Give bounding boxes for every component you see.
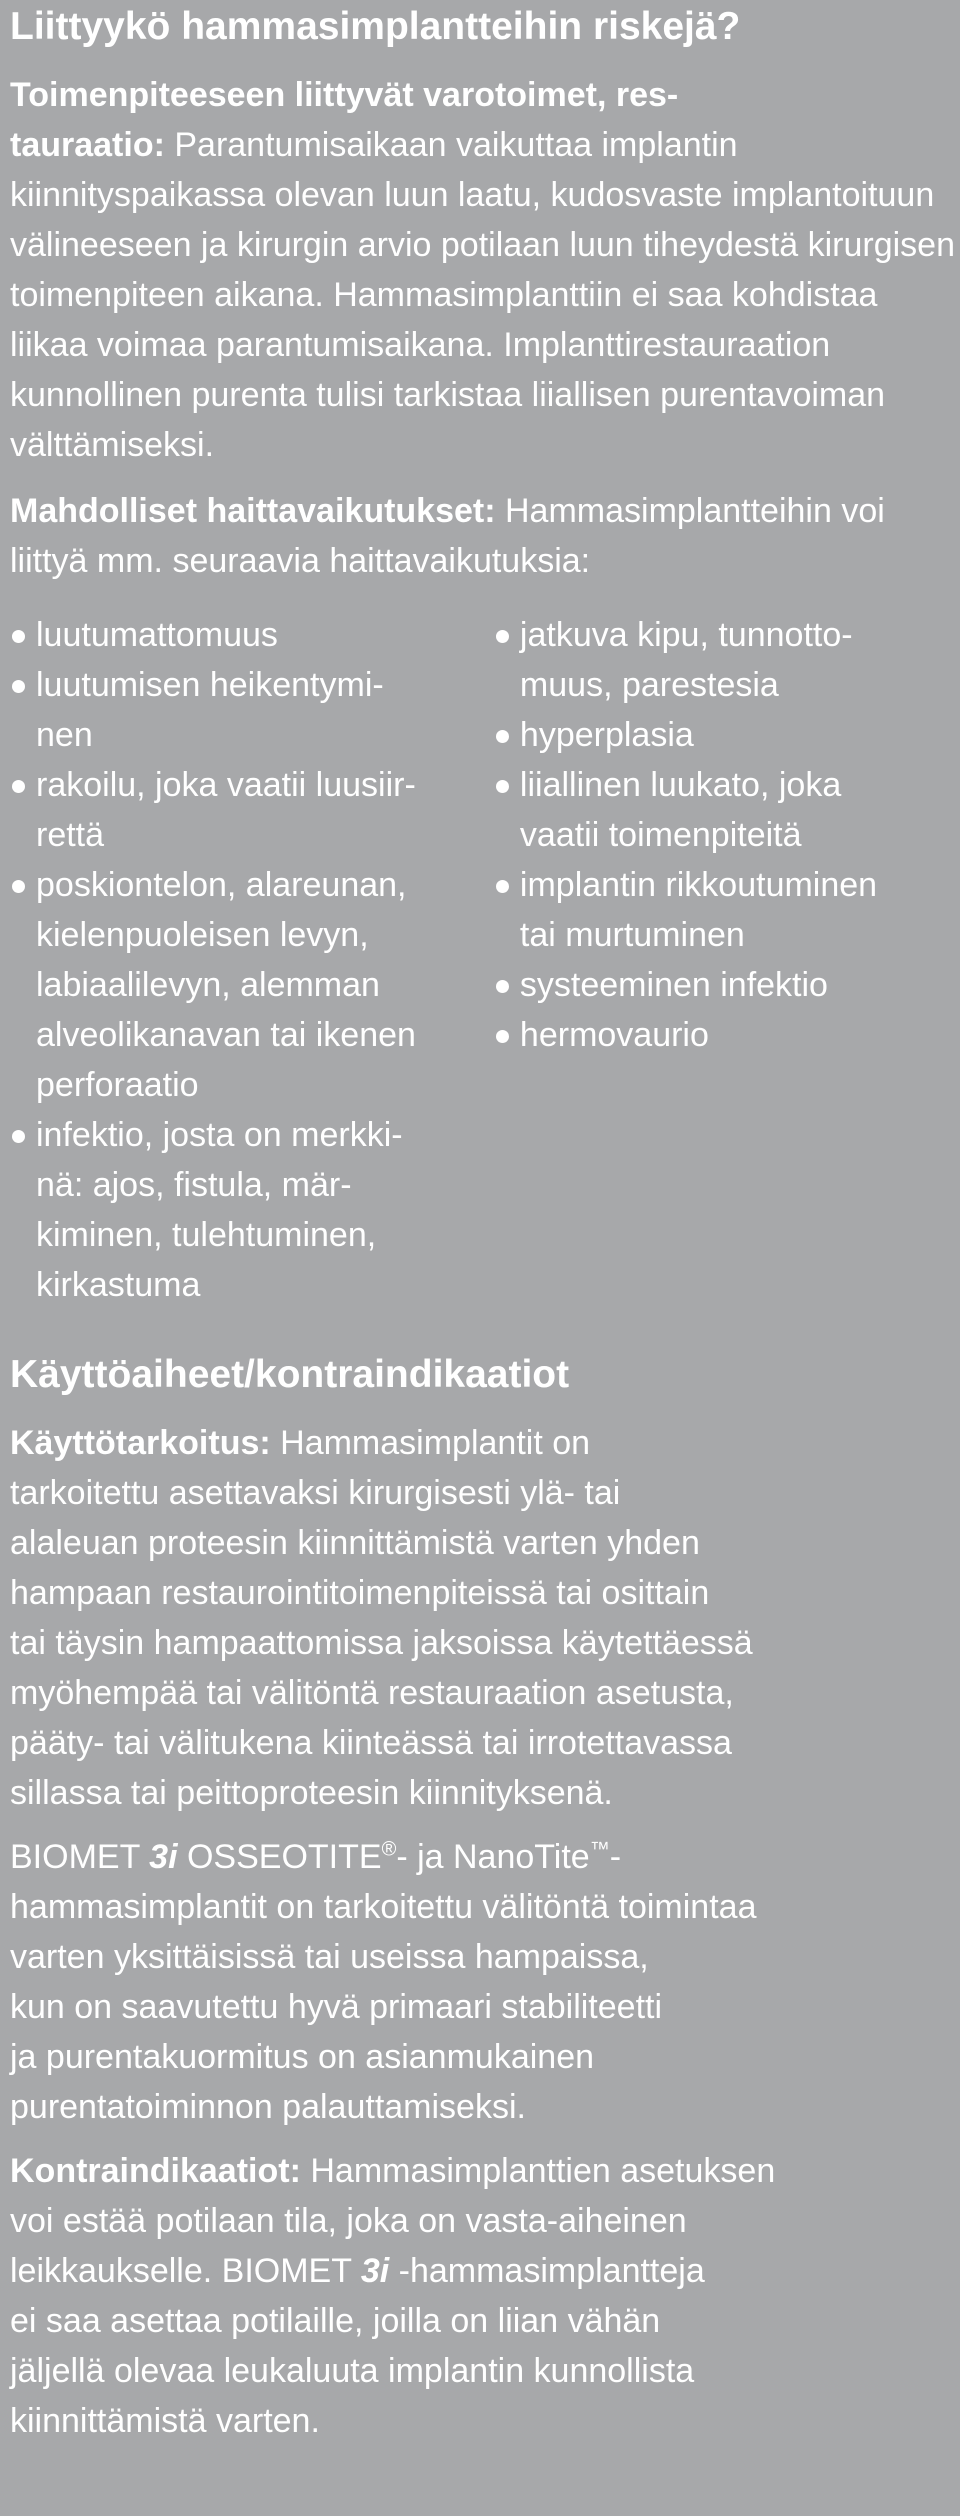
- precautions-label: Toimenpiteeseen liittyvät varotoimet, res- tauraatio:: [10, 76, 679, 164]
- precautions-text: Parantumisaikaan vaikuttaa implantin kiinnityspaikassa olevan luun laatu, kudosvaste implantoituun välineeseen ja kirurgin arvio potilaan luun tiheydestä kirurgisen toimenpiteen aikana. Hammasimplanttiin ei saa kohdistaa liikaa voimaa parantumisaikana. Implanttirestauraation kunnollinen purenta tulisi tarkistaa liiallisen purentavoiman välttämiseksi.: [10, 126, 955, 464]
- contraindications-text-1: Hammasimplanttien asetuksen voi estää potilaan tila, joka on vasta-aiheinen leikkaukselle. BIOMET: [10, 2152, 776, 2290]
- brand-3i: 3i: [149, 1838, 178, 1876]
- list-item: implantin rikkoutuminen tai murtuminen: [494, 860, 960, 960]
- side-effects-right-column: [494, 610, 960, 1310]
- list-item: rakoilu, joka vaatii luusiir- rettä: [10, 760, 494, 860]
- brand-3i: 3i: [360, 2252, 390, 2290]
- side-effects-left-column: [10, 610, 494, 1310]
- contraindications-label: Kontraindikaatiot:: [10, 2152, 301, 2190]
- list-item: infektio, josta on merkki- nä: ajos, fistula, mär- kiminen, tulehtuminen, kirkastuma: [10, 1110, 494, 1310]
- contraindications-text-2: -hammasimplantteja ei saa asettaa potilaille, joilla on liian vähän jäljellä olevaa leukaluuta implantin kunnollista kiinnittämistä varten.: [10, 2252, 705, 2440]
- list-item: hyperplasia: [494, 710, 960, 760]
- list-item: hermovaurio: [494, 1010, 960, 1060]
- brand-text: BIOMET: [10, 1838, 150, 1876]
- registered-mark: ®: [381, 1838, 397, 1861]
- side-effects-text: Hammasimplantteihin voi liittyä mm. seuraavia haittavaikutuksia:: [10, 492, 885, 580]
- product-name-nanotite: - ja NanoTite: [396, 1838, 590, 1876]
- list-item: luutumattomuus: [10, 610, 494, 660]
- page-title: Liittyykö hammasimplantteihin riskejä?: [10, 5, 741, 48]
- list-item: liiallinen luukato, joka vaatii toimenpiteitä: [494, 760, 960, 860]
- intended-use-paragraph: [10, 1418, 960, 1818]
- product-name-osseotite: OSSEOTITE: [177, 1838, 382, 1876]
- list-item: jatkuva kipu, tunnotto- muus, parestesia: [494, 610, 960, 710]
- contraindications-paragraph: [10, 2146, 960, 2446]
- list-item: poskiontelon, alareunan, kielenpuoleisen levyn, labiaalilevyn, alemman alveolikanavan tai ikenen perforaatio: [10, 860, 494, 1110]
- list-item: luutumisen heikentymi- nen: [10, 660, 494, 760]
- intended-use-label: Käyttötarkoitus:: [10, 1424, 271, 1462]
- side-effects-list: [10, 610, 960, 1310]
- side-effects-label: Mahdolliset haittavaikutukset:: [10, 492, 496, 530]
- biomet-text: - hammasimplantit on tarkoitettu välitöntä toimintaa varten yksittäisissä tai useissa hampaissa, kun on saavutettu hyvä primaari stabiliteetti ja purentakuormitus on asianmukainen purentatoiminnon palauttamiseksi.: [10, 1838, 757, 2126]
- section-heading-indications: Käyttöaiheet/kontraindikaatiot: [10, 1353, 570, 1396]
- biomet-paragraph: [10, 1832, 960, 2132]
- intended-use-text: Hammasimplantit on tarkoitettu asettavaksi kirurgisesti ylä- tai alaleuan proteesin kiinnittämistä varten yhden hampaan restaurointitoimenpiteissä tai osittain tai täysin hampaattomissa jaksoissa käytettäessä myöhempää tai välitöntä restauraation asetusta, pääty- tai välitukena kiinteässä tai irrotettavassa sillassa tai peittoproteesin kiinnityksenä.: [10, 1424, 753, 1812]
- list-item: systeeminen infektio: [494, 960, 960, 1010]
- side-effects-paragraph: [10, 486, 960, 586]
- precautions-paragraph: [10, 70, 960, 470]
- trademark-mark: ™: [589, 1838, 610, 1861]
